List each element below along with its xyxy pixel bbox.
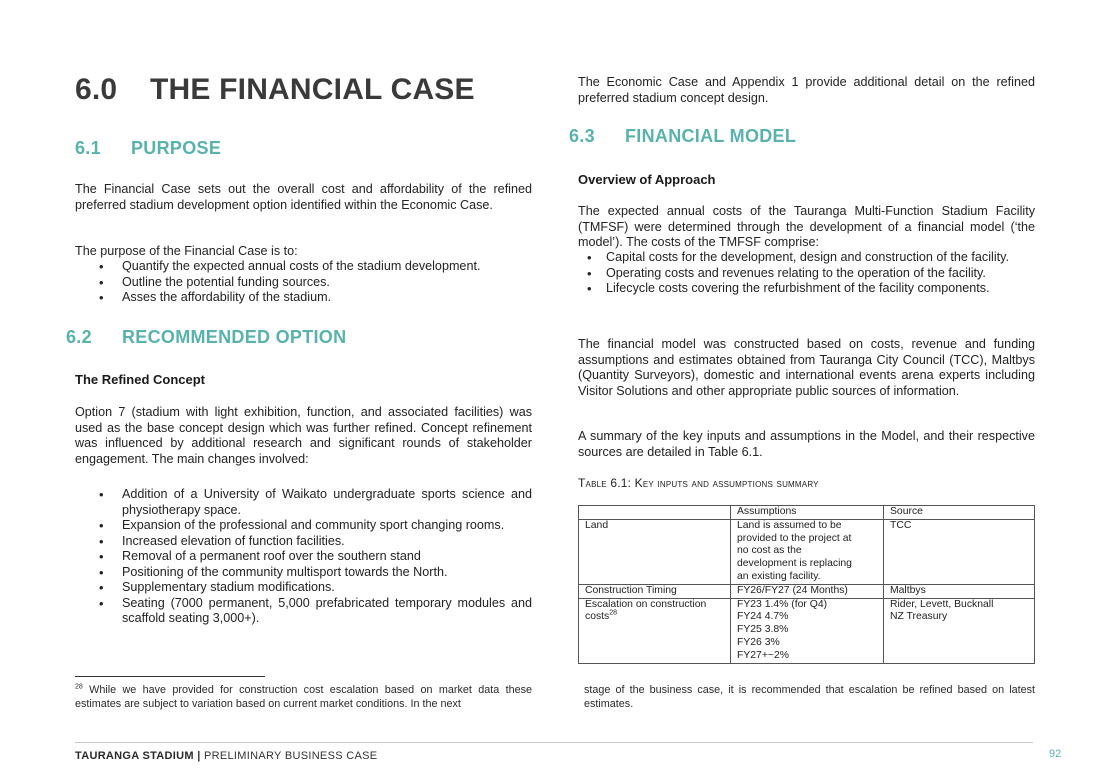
table-cell-source: TCC [884,519,1035,584]
section-title: THE FINANCIAL CASE [150,73,475,106]
table-cell-item: Land [579,519,731,584]
heading-financial-model: 6.3 FINANCIAL MODEL [569,126,797,146]
summary-paragraph: A summary of the key inputs and assumptions in the Model, and their respective sources are detailed in Table 6.1. [578,429,1035,459]
footer-doc-title: PRELIMINARY BUSINESS CASE [203,750,378,762]
table-caption: Table 6.1: Key inputs and assumptions summary [578,476,819,490]
purpose-intro: The purpose of the Financial Case is to: [75,244,298,258]
table-cell-assumption: Land is assumed to be provided to the project at no cost as the development is replacing an existing facility. [731,519,884,584]
list-item: • Removal of a permanent roof over the southern stand [75,549,532,565]
list-item: • Operating costs and revenues relating to the operation of the facility. [578,266,1035,282]
table-header [579,506,731,520]
list-item: • Increased elevation of function facilities. [75,534,532,550]
page-title [75,73,475,107]
table-header: Assumptions [731,506,884,520]
page-number: 92 [1049,748,1062,760]
table-row [579,598,1035,663]
footnote-right: stage of the business case, it is recommended that escalation be refined based on latest estimates. [584,684,1035,710]
list-item: • Addition of a University of Waikato undergraduate sports science and physiotherapy space. [75,487,532,518]
footer-separator: | [197,750,201,762]
costs-list [578,250,1035,297]
table-row [579,519,1035,584]
list-item: • Expansion of the professional and community sport changing rooms. [75,518,532,534]
table-header: Source [884,506,1035,520]
assumptions-table [578,505,1035,664]
footer-brand: TAURANGA STADIUM [75,750,194,762]
footer-divider [75,742,1033,743]
heading-recommended-option: 6.2 RECOMMENDED OPTION [66,327,347,347]
table-cell-source: Rider, Levett, Bucknall NZ Treasury [884,598,1035,663]
footnote-left: $^{28}$ While we have provided for construction cost escalation based on market data these estimates are subject to variation based on current market conditions. In the next [75,683,533,710]
assumptions-paragraph: The financial model was constructed based on costs, revenue and funding assumptions and estimates obtained from Tauranga City Council (TCC), Maltbys (Quantity Surveyors), domestic and international events arena experts including Visitor Solutions and other appropriate public sources of information. [578,337,1035,398]
table-cell-assumption: FY23 1.4% (for Q4) FY24 4.7% FY25 3.8% FY26 3% FY27+~2% [731,598,884,663]
list-item: • Asses the affordability of the stadium. [75,290,532,306]
table-cell-source: Maltbys [884,584,1035,598]
subheading-refined-concept: The Refined Concept [75,372,206,387]
table-row [579,584,1035,598]
list-item: • Seating (7000 permanent, 5,000 prefabricated temporary modules and scaffold seating 3,000+). [75,596,532,627]
list-item: • Lifecycle costs covering the refurbishment of the facility components. [578,281,1035,297]
refined-concept-paragraph: Option 7 (stadium with light exhibition, function, and associated facilities) was used as the base concept design which was further refined. Concept refinement was influenced by additional research and significant rounds of stakeholder engagement. The main changes involved: [75,405,532,466]
table-header-row [579,506,1035,520]
changes-list [75,487,532,627]
economic-case-paragraph: The Economic Case and Appendix 1 provide additional detail on the refined preferred stadium concept design. [578,75,1035,105]
footer-title [75,750,377,762]
list-item: • Quantify the expected annual costs of the stadium development. [75,259,532,275]
purpose-list [75,259,532,306]
footnote-divider [75,676,265,677]
list-item: • Supplementary stadium modifications. [75,580,532,596]
heading-purpose: 6.1 PURPOSE [75,138,222,158]
purpose-paragraph: The Financial Case sets out the overall cost and affordability of the refined preferred stadium development option identified within the Economic Case. [75,182,532,212]
list-item: • Capital costs for the development, design and construction of the facility. [578,250,1035,266]
table-cell-item: Escalation on construction costs$^{28}$ [579,598,731,663]
list-item: • Positioning of the community multisport towards the North. [75,565,532,581]
table-cell-assumption: FY26/FY27 (24 Months) [731,584,884,598]
footnote-ref: 28 [609,609,618,617]
footnote-number: 28 [75,683,83,691]
subheading-overview: Overview of Approach [578,172,716,187]
list-item: • Outline the potential funding sources. [75,275,532,291]
section-number: 6.0 [75,73,118,106]
model-paragraph: The expected annual costs of the Tauranga Multi-Function Stadium Facility (TMFSF) were determined through the development of a financial model (‘the model’). The costs of the TMFSF comprise: [578,204,1035,249]
table-cell-item: Construction Timing [579,584,731,598]
